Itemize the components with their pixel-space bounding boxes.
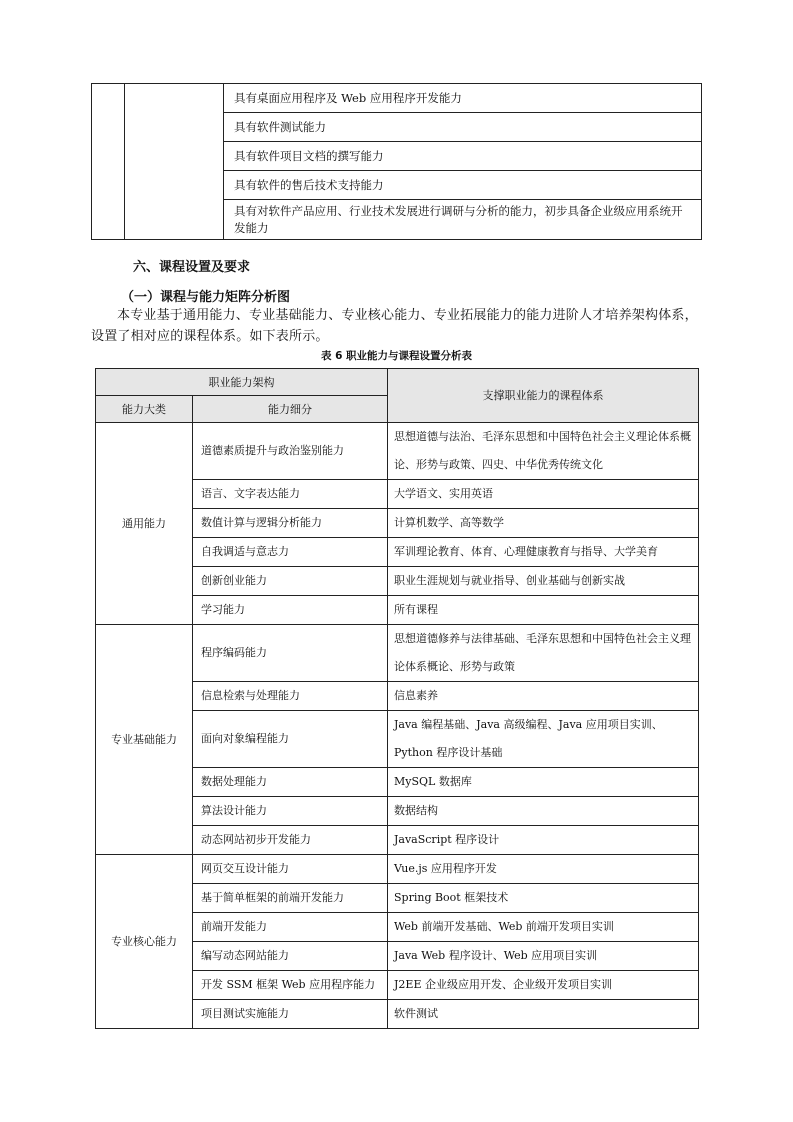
ability-cell: 基于简单框架的前端开发能力 bbox=[193, 884, 388, 913]
course-cell: 所有课程 bbox=[388, 596, 699, 625]
subsection-heading: （一）课程与能力矩阵分析图 bbox=[121, 290, 291, 305]
header-detail: 能力细分 bbox=[193, 396, 388, 423]
ability-cell: 算法设计能力 bbox=[193, 797, 388, 826]
course-cell: 职业生涯规划与就业指导、创业基础与创新实战 bbox=[388, 567, 699, 596]
category-cell: 专业基础能力 bbox=[96, 625, 193, 855]
ability-item: 具有对软件产品应用、行业技术发展进行调研与分析的能力，初步具备企业级应用系统开发能力 bbox=[224, 200, 702, 240]
empty-cell bbox=[92, 84, 125, 240]
course-cell: 大学语文、实用英语 bbox=[388, 480, 699, 509]
ability-cell: 开发 SSM 框架 Web 应用程序能力 bbox=[193, 971, 388, 1000]
course-cell: 信息素养 bbox=[388, 682, 699, 711]
ability-cell: 创新创业能力 bbox=[193, 567, 388, 596]
ability-cell: 编写动态网站能力 bbox=[193, 942, 388, 971]
section-heading: 六、课程设置及要求 bbox=[133, 260, 251, 275]
course-cell: 计算机数学、高等数学 bbox=[388, 509, 699, 538]
empty-cell bbox=[125, 84, 224, 240]
course-cell: 思想道德与法治、毛泽东思想和中国特色社会主义理论体系概论、形势与政策、四史、中华优秀传统文化 bbox=[388, 423, 699, 480]
category-cell: 专业核心能力 bbox=[96, 855, 193, 1029]
course-cell: 军训理论教育、体育、心理健康教育与指导、大学美育 bbox=[388, 538, 699, 567]
ability-cell: 学习能力 bbox=[193, 596, 388, 625]
course-cell: JavaScript 程序设计 bbox=[388, 826, 699, 855]
ability-cell: 信息检索与处理能力 bbox=[193, 682, 388, 711]
ability-cell: 数据处理能力 bbox=[193, 768, 388, 797]
header-framework: 职业能力架构 bbox=[96, 369, 388, 396]
header-category: 能力大类 bbox=[96, 396, 193, 423]
category-cell: 通用能力 bbox=[96, 423, 193, 625]
ability-cell: 道德素质提升与政治鉴别能力 bbox=[193, 423, 388, 480]
ability-item: 具有软件项目文档的撰写能力 bbox=[224, 142, 702, 171]
course-cell: Vue.js 应用程序开发 bbox=[388, 855, 699, 884]
ability-cell: 面向对象编程能力 bbox=[193, 711, 388, 768]
ability-cell: 动态网站初步开发能力 bbox=[193, 826, 388, 855]
ability-course-table bbox=[95, 368, 699, 1029]
course-cell: 数据结构 bbox=[388, 797, 699, 826]
course-cell: Java 编程基础、Java 高级编程、Java 应用项目实训、Python 程序设计基础 bbox=[388, 711, 699, 768]
course-cell: 软件测试 bbox=[388, 1000, 699, 1029]
ability-continuation-table bbox=[91, 83, 702, 240]
ability-cell: 程序编码能力 bbox=[193, 625, 388, 682]
ability-item: 具有软件测试能力 bbox=[224, 113, 702, 142]
course-cell: MySQL 数据库 bbox=[388, 768, 699, 797]
ability-cell: 自我调适与意志力 bbox=[193, 538, 388, 567]
course-cell: J2EE 企业级应用开发、企业级开发项目实训 bbox=[388, 971, 699, 1000]
table-caption: 表 6 职业能力与课程设置分析表 bbox=[320, 350, 473, 362]
course-cell: 思想道德修养与法律基础、毛泽东思想和中国特色社会主义理论体系概论、形势与政策 bbox=[388, 625, 699, 682]
ability-cell: 数值计算与逻辑分析能力 bbox=[193, 509, 388, 538]
course-cell: Java Web 程序设计、Web 应用项目实训 bbox=[388, 942, 699, 971]
ability-cell: 项目测试实施能力 bbox=[193, 1000, 388, 1029]
body-paragraph: 本专业基于通用能力、专业基础能力、专业核心能力、专业拓展能力的能力进阶人才培养架构体系，设置了相对应的课程体系。如下表所示。 bbox=[91, 308, 698, 344]
header-courses: 支撑职业能力的课程体系 bbox=[388, 369, 699, 423]
course-cell: Spring Boot 框架技术 bbox=[388, 884, 699, 913]
ability-item: 具有软件的售后技术支持能力 bbox=[224, 171, 702, 200]
ability-cell: 网页交互设计能力 bbox=[193, 855, 388, 884]
ability-cell: 语言、文字表达能力 bbox=[193, 480, 388, 509]
ability-cell: 前端开发能力 bbox=[193, 913, 388, 942]
course-cell: Web 前端开发基础、Web 前端开发项目实训 bbox=[388, 913, 699, 942]
ability-item: 具有桌面应用程序及 Web 应用程序开发能力 bbox=[224, 84, 702, 113]
